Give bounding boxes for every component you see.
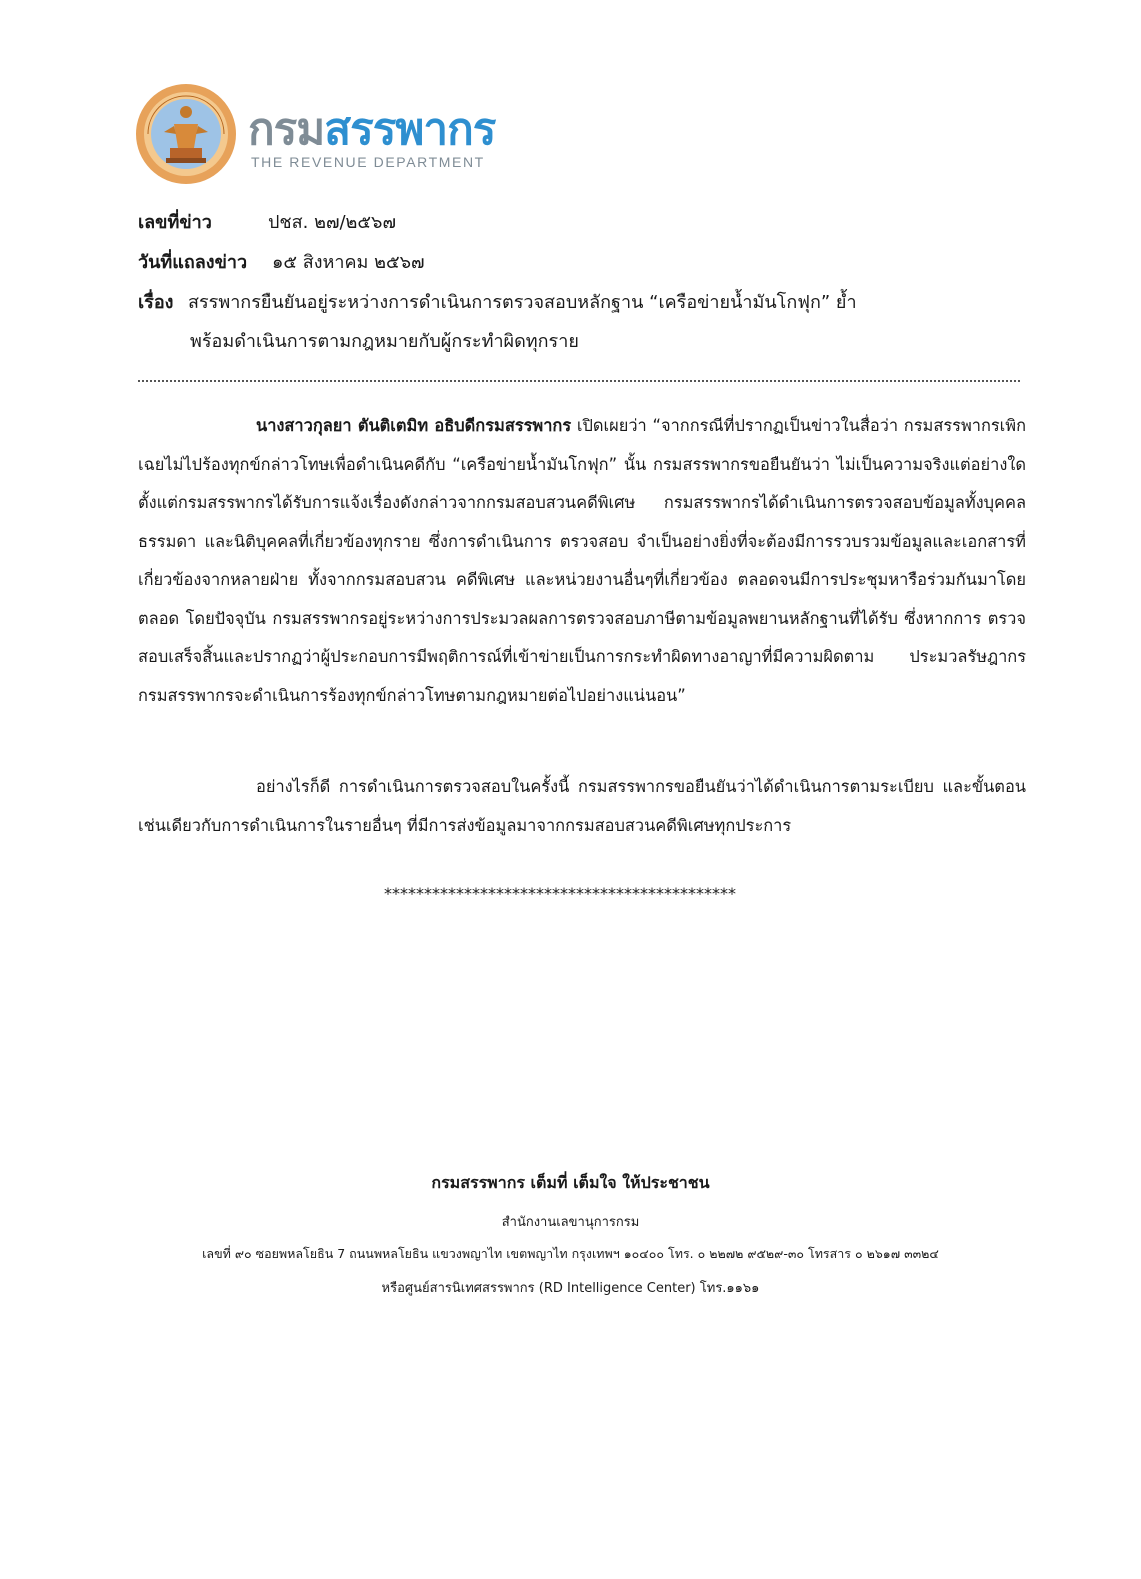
subject-line [138, 287, 857, 316]
footer-slogan: กรมสรรพากร เต็มที่ เต็มใจ ให้ประชาชน [431, 1173, 710, 1192]
news-number-line [138, 207, 396, 236]
revenue-department-seal-icon [134, 82, 238, 186]
paragraph-2-text: อย่างไรก็ดี การดำเนินการตรวจสอบในครั้งนี้ กรมสรรพากรขอยืนยันว่าได้ดำเนินการตามระเบียบ และขั้นตอนเช่นเดียวกับการดำเนินการในรายอื่นๆ ที่มีการส่งข้อมูลมาจากกรมสอบสวนคดีพิเศษทุกประการ [138, 777, 1026, 835]
logo-english-name: THE REVENUE DEPARTMENT [251, 154, 485, 170]
logo-wordmark [248, 104, 496, 155]
date-line [138, 247, 425, 276]
end-separator-stars: ******************************************** [384, 884, 736, 903]
subject-label: เรื่อง [138, 292, 174, 313]
news-number-value: ปชส. ๒๗/๒๕๖๗ [268, 212, 396, 233]
logo-wordmark-part1: กรม [248, 104, 325, 155]
dotted-separator [138, 380, 1020, 382]
logo-wordmark-part2: สรรพากร [324, 104, 496, 155]
body-paragraph-2 [138, 768, 1026, 845]
footer-contact: หรือศูนย์สารนิเทศสรรพากร (RD Intelligence Center) โทร.๑๑๖๑ [381, 1281, 760, 1296]
body-paragraph-1 [138, 407, 1026, 715]
subject-value-line1: สรรพากรยืนยันอยู่ระหว่างการดำเนินการตรวจสอบหลักฐาน “เครือข่ายน้ำมันโกฟุก” ย้ำ [188, 292, 857, 313]
news-number-label: เลขที่ข่าว [138, 212, 212, 233]
date-label: วันที่แถลงข่าว [138, 252, 248, 273]
subject-value-line2: พร้อมดำเนินการตามกฎหมายกับผู้กระทำผิดทุกราย [190, 331, 579, 352]
date-value: ๑๕ สิงหาคม ๒๕๖๗ [272, 252, 425, 273]
paragraph-1-lead: นางสาวกุลยา ตันติเตมิท อธิบดีกรมสรรพากร [256, 416, 572, 435]
footer-address: เลขที่ ๙๐ ซอยพหลโยธิน 7 ถนนพหลโยธิน แขวงพญาไท เขตพญาไท กรุงเทพฯ ๑๐๔๐๐ โทร. ๐ ๒๒๗๒ ๙๕๒๙-๓๐ โทรสาร ๐ ๒๖๑๗ ๓๓๒๔ [202, 1246, 939, 1261]
paragraph-1-text: เปิดเผยว่า “จากกรณีที่ปรากฏเป็นข่าวในสื่อว่า กรมสรรพากรเพิกเฉยไม่ไปร้องทุกข์กล่าวโทษเพื่อดำเนินคดีกับ “เครือข่ายน้ำมันโกฟุก” นั้น กรมสรรพากรขอยืนยันว่า ไม่เป็นความจริงแต่อย่างใด ตั้งแต่กรมสรรพากรได้รับการแจ้งเรื่องดังกล่าวจากกรมสอบสวนคดีพิเศษ กรมสรรพากรได้ดำเนินการตรวจสอบข้อมูลทั้งบุคคลธรรมดา และนิติบุคคลที่เกี่ยวข้องทุกราย ซึ่งการดำเนินการ ตรวจสอบ จำเป็นอย่างยิ่งที่จะต้องมีการรวบรวมข้อมูลและเอกสารที่เกี่ยวข้องจากหลายฝ่าย ทั้งจากกรมสอบสวน คดีพิเศษ และหน่วยงานอื่นๆที่เกี่ยวข้อง ตลอดจนมีการประชุมหารือร่วมกันมาโดยตลอด โดยปัจจุบัน กรมสรรพากรอยู่ระหว่างการประมวลผลการตรวจสอบภาษีตามข้อมูลพยานหลักฐานที่ได้รับ ซึ่งหากการ ตรวจสอบเสร็จสิ้นและปรากฏว่าผู้ประกอบการมีพฤติการณ์ที่เข้าข่ายเป็นการกระทำผิดทางอาญาที่มีความผิดตาม ประมวลรัษฎากร กรมสรรพากรจะดำเนินการร้องทุกข์กล่าวโทษตามกฎหมายต่อไปอย่างแน่นอน” [138, 416, 1027, 705]
footer-office: สำนักงานเลขานุการกรม [501, 1215, 640, 1230]
